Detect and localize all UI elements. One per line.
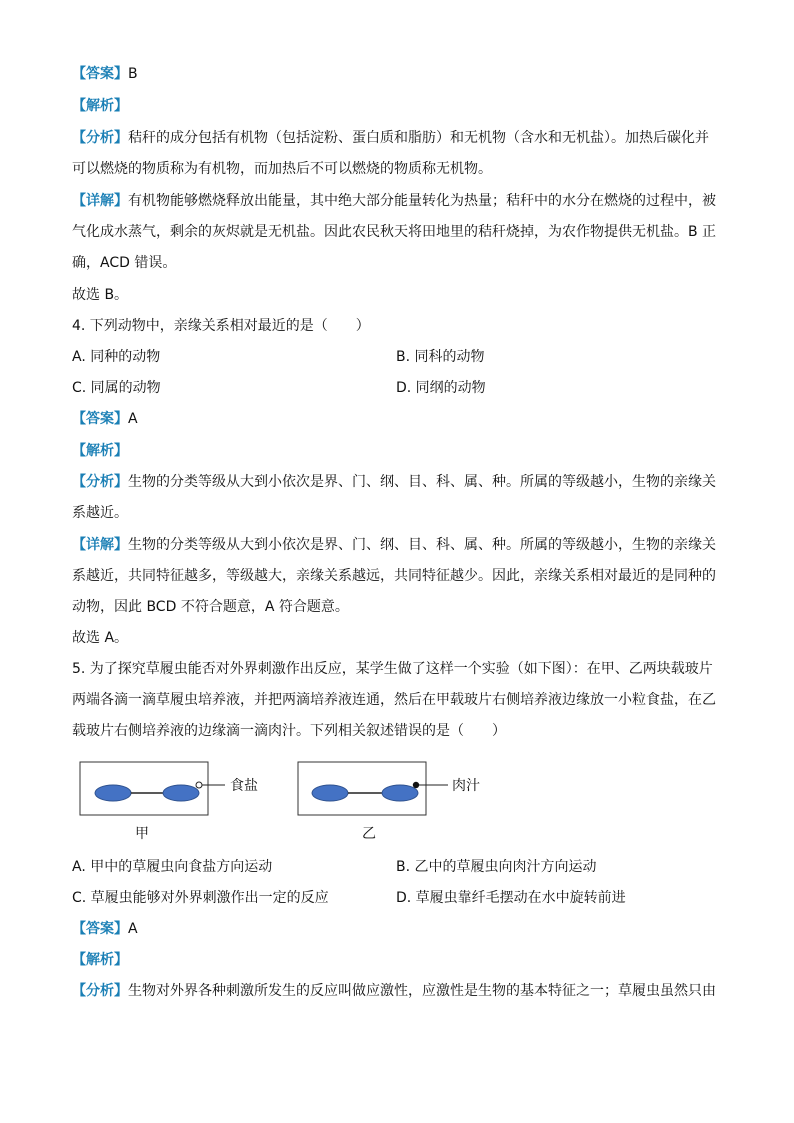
answer-tag: 【答案】 bbox=[72, 411, 128, 427]
analysis-heading: 【解析】 bbox=[72, 98, 128, 114]
caption-jia: 甲 bbox=[135, 826, 149, 842]
culture-drop-right bbox=[382, 785, 418, 801]
answer-tag: 【答案】 bbox=[72, 66, 128, 82]
fenxi-tag: 【分析】 bbox=[72, 983, 128, 999]
answer-value: A bbox=[128, 921, 138, 937]
analysis-heading: 【解析】 bbox=[72, 952, 128, 968]
conclusion: 故选 A。 bbox=[72, 630, 129, 646]
xiangjie-text-2: 系越近，共同特征越多，等级越大，亲缘关系越远，共同特征越少。因此，亲缘关系相对最近的是同种的 bbox=[72, 568, 716, 584]
option-a: A. 甲中的草履虫向食盐方向运动 bbox=[72, 859, 273, 875]
label-juice: 肉汁 bbox=[452, 778, 480, 794]
fenxi-tag: 【分析】 bbox=[72, 130, 128, 146]
xiangjie-line bbox=[72, 535, 716, 555]
xiangjie-tag: 【详解】 bbox=[72, 537, 128, 553]
option-b: B. 同科的动物 bbox=[396, 349, 485, 365]
fenxi-text-2: 可以燃烧的物质称为有机物，而加热后不可以燃烧的物质称无机物。 bbox=[72, 161, 492, 177]
xiangjie-text-3: 动物，因此 BCD 不符合题意，A 符合题意。 bbox=[72, 599, 349, 615]
fenxi-text: 生物对外界各种刺激所发生的反应叫做应激性，应激性是生物的基本特征之一；草履虫虽然只由 bbox=[128, 983, 716, 999]
experiment-figure bbox=[70, 756, 510, 848]
answer-value: B bbox=[128, 66, 138, 82]
caption-yi: 乙 bbox=[362, 826, 376, 842]
xiangjie-text: 生物的分类等级从大到小依次是界、门、纲、目、科、属、种。所属的等级越小，生物的亲缘关 bbox=[128, 537, 716, 553]
xiangjie-text-2: 气化成水蒸气，剩余的灰烬就是无机盐。因此农民秋天将田地里的秸秆烧掉，为农作物提供无机盐。B 正 bbox=[72, 224, 717, 240]
xiangjie-tag: 【详解】 bbox=[72, 193, 128, 209]
meat-juice-drop bbox=[413, 782, 419, 788]
question-stem-3: 载玻片右侧培养液的边缘滴一滴肉汁。下列相关叙述错误的是（ ） bbox=[72, 723, 506, 739]
xiangjie-line bbox=[72, 191, 716, 211]
analysis-heading: 【解析】 bbox=[72, 443, 128, 459]
answer-line bbox=[72, 409, 138, 429]
question-stem: 5. 为了探究草履虫能否对外界刺激作出反应，某学生做了这样一个实验（如下图）：在甲、乙两块载玻片 bbox=[72, 661, 713, 677]
fenxi-text-2: 系越近。 bbox=[72, 505, 128, 521]
fenxi-tag: 【分析】 bbox=[72, 474, 128, 490]
culture-drop-left bbox=[95, 785, 131, 801]
salt-grain bbox=[196, 782, 202, 788]
answer-line bbox=[72, 919, 138, 939]
question-stem-2: 两端各滴一滴草履虫培养液，并把两滴培养液连通，然后在甲载玻片右侧培养液边缘放一小粒食盐，在乙 bbox=[72, 692, 716, 708]
option-d: D. 同纲的动物 bbox=[396, 380, 486, 396]
xiangjie-text: 有机物能够燃烧释放出能量，其中绝大部分能量转化为热量；秸秆中的水分在燃烧的过程中，被 bbox=[128, 193, 716, 209]
option-b: B. 乙中的草履虫向肉汁方向运动 bbox=[396, 859, 597, 875]
option-d: D. 草履虫靠纤毛摆动在水中旋转前进 bbox=[396, 890, 626, 906]
conclusion: 故选 B。 bbox=[72, 287, 129, 303]
fenxi-line bbox=[72, 981, 716, 1001]
fenxi-text: 秸秆的成分包括有机物（包括淀粉、蛋白质和脂肪）和无机物（含水和无机盐）。加热后碳化并 bbox=[128, 130, 709, 146]
question-stem: 4. 下列动物中，亲缘关系相对最近的是（ ） bbox=[72, 318, 370, 334]
fenxi-line bbox=[72, 472, 716, 492]
answer-value: A bbox=[128, 411, 138, 427]
label-salt: 食盐 bbox=[230, 778, 258, 794]
xiangjie-text-3: 确，ACD 错误。 bbox=[72, 255, 177, 271]
option-a: A. 同种的动物 bbox=[72, 349, 161, 365]
fenxi-text: 生物的分类等级从大到小依次是界、门、纲、目、科、属、种。所属的等级越小，生物的亲缘关 bbox=[128, 474, 716, 490]
answer-tag: 【答案】 bbox=[72, 921, 128, 937]
culture-drop-left bbox=[312, 785, 348, 801]
option-c: C. 草履虫能够对外界刺激作出一定的反应 bbox=[72, 890, 329, 906]
fenxi-line bbox=[72, 128, 709, 148]
option-c: C. 同属的动物 bbox=[72, 380, 161, 396]
culture-drop-right bbox=[163, 785, 199, 801]
answer-line bbox=[72, 64, 138, 84]
